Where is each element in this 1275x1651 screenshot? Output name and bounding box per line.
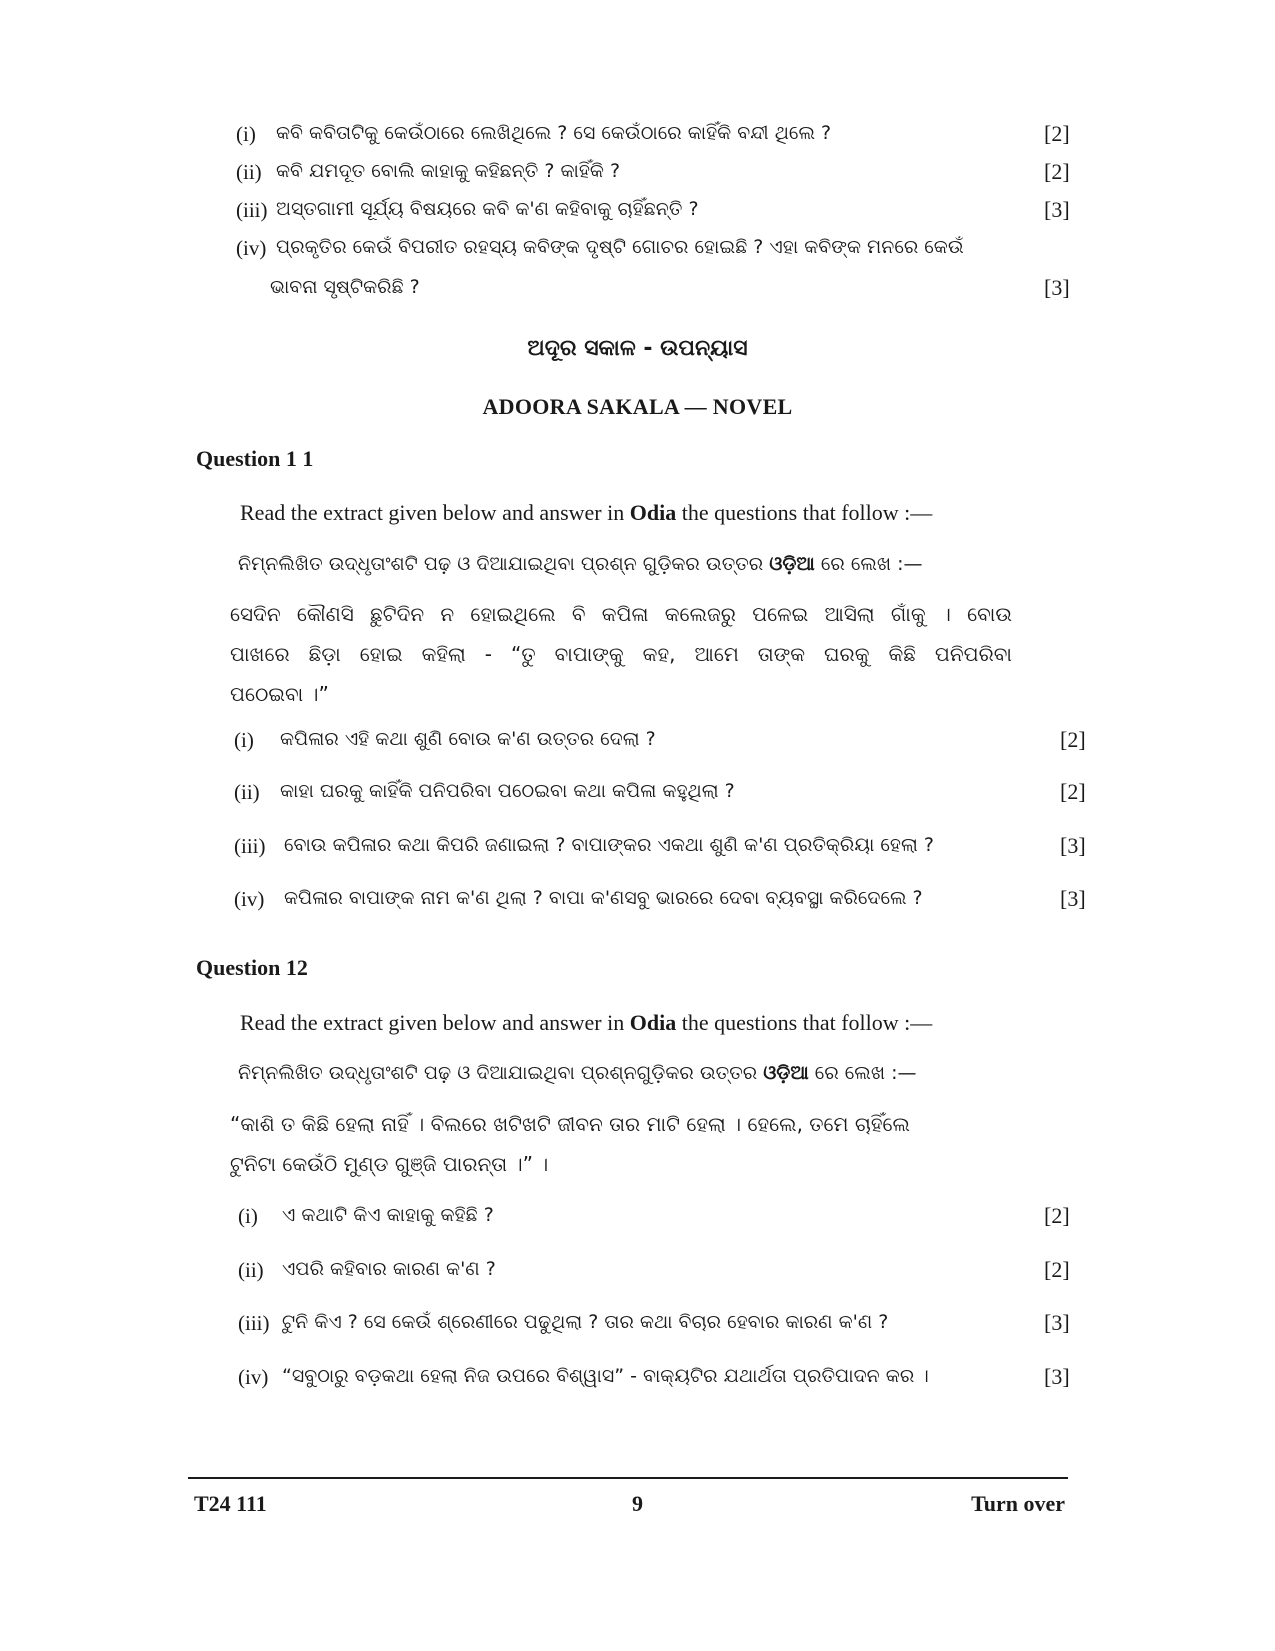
prev-question-4 (0, 232, 1275, 268)
question-marks: [3] (1044, 275, 1070, 300)
question-number: (iv) (238, 1365, 269, 1389)
odia-instruction-text: ନିମ୍ନଲିଖିତ ଉଦ୍ଧୃତାଂଶଟି ପଢ଼ ଓ ଦିଆଯାଇଥିବା ପ୍ରଶ୍ନ ଗୁଡ଼ିକର ଉତ୍ତର (238, 553, 770, 575)
question-12-odia-instruction (238, 1062, 916, 1084)
instruction-text: the questions that follow :— (676, 1010, 933, 1035)
question-text: “ସବୁଠାରୁ ବଡ଼କଥା ହେଲା ନିଜ ଉପରେ ବିଶ୍ୱାସ” - ବାକ୍ୟଟିର ଯଥାର୍ଥତା ପ୍ରତିପାଦନ କର । (282, 1365, 929, 1387)
question-marks: [2] (1060, 779, 1086, 804)
question-number: (i) (234, 728, 254, 752)
odia-instruction-text: ରେ ଲେଖ :— (808, 1062, 917, 1084)
q11-sub-question-4 (0, 883, 1275, 919)
question-marks: [3] (1060, 886, 1086, 911)
instruction-text: the questions that follow :— (676, 500, 933, 525)
question-marks: [3] (1044, 197, 1070, 222)
question-number: (iii) (238, 1311, 270, 1335)
question-text: କବି କବିତାଟିକୁ କେଉଁଠାରେ ଲେଖିଥିଲେ ? ସେ କେଉଁଠାରେ କାହିଁକି ବନ୍ଦୀ ଥିଲେ ? (276, 122, 832, 144)
prev-question-4-cont (0, 272, 1275, 308)
q11-sub-question-2 (0, 776, 1275, 812)
passage-line: ସେଦିନ କୌଣସି ଛୁଟିଦିନ ନ ହୋଇଥିଲେ ବି କପିଳା କଲେଜରୁ ପଳେଇ ଆସିଲା ଗାଁକୁ । ବୋଉ (230, 602, 1012, 626)
instruction-text: Read the extract given below and answer in (240, 1010, 630, 1035)
question-number: (iv) (234, 887, 265, 911)
q12-sub-question-1 (0, 1200, 1275, 1236)
section-english-title: ADOORA SAKALA — NOVEL (482, 394, 793, 419)
question-11-passage (230, 594, 1012, 714)
prev-question-3 (0, 194, 1275, 230)
page-number: 9 (632, 1491, 643, 1516)
q12-sub-question-2 (0, 1254, 1275, 1290)
question-text: ବୋଉ କପିଳାର କଥା କିପରି ଜଣାଇଲା ? ବାପାଙ୍କର ଏକଥା ଶୁଣି କ'ଣ ପ୍ରତିକ୍ରିୟା ହେଲା ? (284, 834, 934, 856)
question-text: ଅସ୍ତଗାମୀ ସୂର୍ଯ୍ୟ ବିଷୟରେ କବି କ'ଣ କହିବାକୁ ଚାହିଁଛନ୍ତି ? (276, 198, 699, 220)
question-text: କାହା ଘରକୁ କାହିଁକି ପନିପରିବା ପଠେଇବା କଥା କପିଳା କହୁଥିଲା ? (280, 780, 735, 802)
question-text: କପିଳାର ଏହି କଥା ଶୁଣି ବୋଉ କ'ଣ ଉତ୍ତର ଦେଲା ? (280, 728, 656, 750)
q12-sub-question-4 (0, 1361, 1275, 1397)
odia-instruction-bold: ଓଡ଼ିଆ (763, 1062, 809, 1084)
question-11-odia-instruction (238, 553, 923, 575)
question-text: କବି ଯମଦୂତ ବୋଲି କାହାକୁ କହିଛନ୍ତି ? କାହିଁକି ? (276, 160, 621, 182)
odia-instruction-text: ରେ ଲେଖ :— (814, 553, 923, 575)
question-11-instruction (240, 500, 932, 526)
question-number: (ii) (238, 1258, 264, 1282)
question-text: ଟୁନି କିଏ ? ସେ କେଉଁ ଶ୍ରେଣୀରେ ପଢୁଥିଲା ? ତାର କଥା ବିଚାର ହେବାର କାରଣ କ'ଣ ? (282, 1311, 889, 1333)
question-text: ପ୍ରକୃତିର କେଉଁ ବିପରୀତ ରହସ୍ୟ କବିଙ୍କ ଦୃଷ୍ଟି ଗୋଚର ହୋଇଛି ? ଏହା କବିଙ୍କ ମନରେ କେଉଁ (276, 236, 964, 258)
instruction-bold: Odia (629, 1010, 677, 1035)
question-12-heading: Question 12 (196, 955, 308, 980)
odia-instruction-bold: ଓଡ଼ିଆ (769, 553, 815, 575)
question-number: (iii) (236, 198, 268, 222)
passage-line: ପଠେଇବା ।” (230, 682, 329, 706)
question-marks: [2] (1044, 121, 1070, 146)
question-marks: [3] (1060, 833, 1086, 858)
question-11-heading: Question 1 1 (196, 446, 314, 471)
instruction-text: Read the extract given below and answer in (240, 500, 630, 525)
footer-divider (188, 1477, 1068, 1479)
question-number: (iii) (234, 834, 266, 858)
passage-line: “କାଶି ତ କିଛି ହେଲା ନାହିଁ । ବିଲରେ ଖଟିଖଟି ଜୀବନ ତାର ମାଟି ହେଲା । ହେଲେ, ତମେ ଚାହିଁଲେ (230, 1112, 910, 1136)
question-12-passage (230, 1104, 1012, 1184)
question-number: (ii) (234, 780, 260, 804)
question-marks: [3] (1044, 1364, 1070, 1389)
passage-line: ପାଖରେ ଛିଡ଼ା ହୋଇ କହିଲା - “ତୁ ବାପାଙ୍କୁ କହ, ଆମେ ତାଙ୍କ ଘରକୁ କିଛି ପନିପରିବା (230, 642, 1012, 666)
question-marks: [3] (1044, 1310, 1070, 1335)
instruction-bold: Odia (629, 500, 677, 525)
paper-code: T24 111 (194, 1491, 267, 1516)
question-marks: [2] (1044, 1203, 1070, 1228)
odia-instruction-text: ନିମ୍ନଲିଖିତ ଉଦ୍ଧୃତାଂଶଟି ପଢ଼ ଓ ଦିଆଯାଇଥିବା ପ୍ରଶ୍ନଗୁଡ଼ିକର ଉତ୍ତର (238, 1062, 764, 1084)
passage-line: ଟୁନିଟା କେଉଁଠି ମୁଣ୍ଡ ଗୁଞ୍ଜି ପାରନ୍ତା ।” । (230, 1152, 549, 1176)
question-text: ଭାବନା ସୃଷ୍ଟିକରିଛି ? (270, 276, 420, 298)
prev-question-1 (0, 118, 1275, 154)
question-number: (i) (238, 1204, 258, 1228)
question-text: କପିଳାର ବାପାଙ୍କ ନାମ କ'ଣ ଥିଲା ? ବାପା କ'ଣସବୁ ଭାରରେ ଦେବା ବ୍ୟବସ୍ଥା କରିଦେଲେ ? (284, 887, 923, 909)
question-marks: [2] (1044, 1257, 1070, 1282)
question-12-instruction (240, 1010, 932, 1036)
question-marks: [2] (1060, 727, 1086, 752)
question-number: (ii) (236, 160, 262, 184)
question-marks: [2] (1044, 159, 1070, 184)
q11-sub-question-1 (0, 724, 1275, 760)
q11-sub-question-3 (0, 830, 1275, 866)
turn-over-label: Turn over (971, 1491, 1065, 1516)
question-number: (iv) (236, 236, 267, 260)
question-text: ଏ କଥାଟି କିଏ କାହାକୁ କହିଛି ? (282, 1204, 494, 1226)
prev-question-2 (0, 156, 1275, 192)
section-odia-title: ଅଦୂର ସକାଳ - ଉପନ୍ୟାସ (527, 336, 748, 361)
question-text: ଏପରି କହିବାର କାରଣ କ'ଣ ? (282, 1258, 496, 1280)
q12-sub-question-3 (0, 1307, 1275, 1343)
question-number: (i) (236, 122, 256, 146)
